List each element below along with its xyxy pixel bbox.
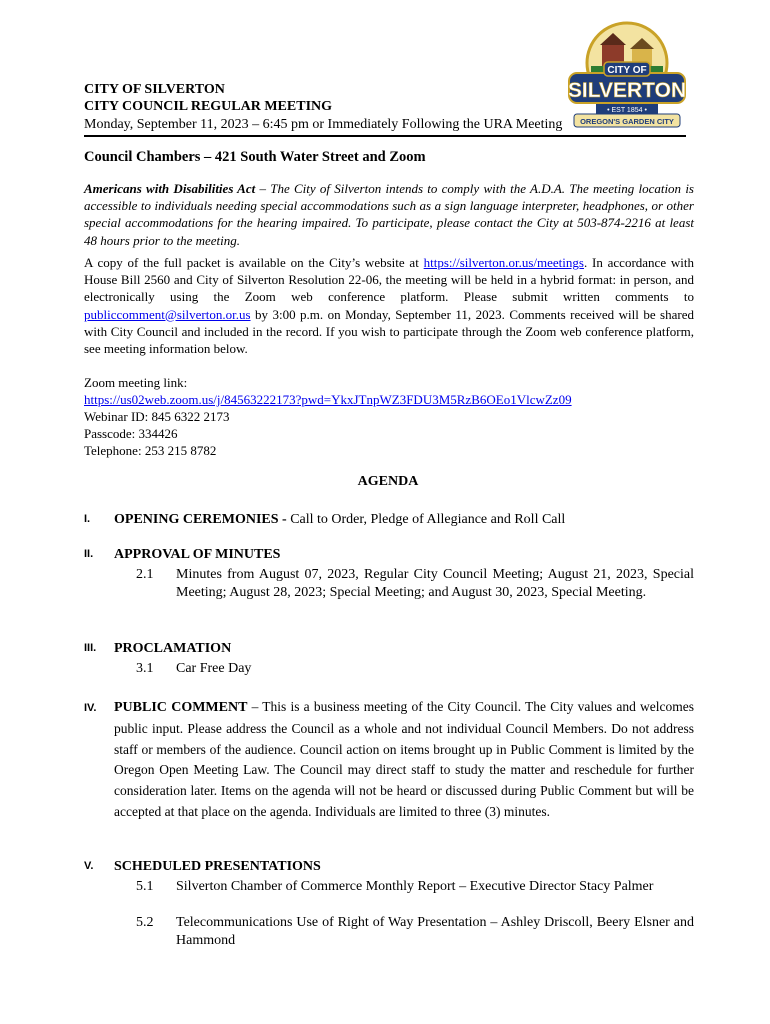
- packet-paragraph: [84, 254, 694, 357]
- logo-tagline: OREGON'S GARDEN CITY: [580, 117, 674, 126]
- item-text: Telecommunications Use of Right of Way Presentation – Ashley Driscoll, Beery Elsner and Hammond: [176, 915, 694, 948]
- header-meeting: CITY COUNCIL REGULAR MEETING: [84, 99, 333, 114]
- item-number: 2.1: [136, 567, 154, 582]
- section-desc: Call to Order, Pledge of Allegiance and Roll Call: [286, 512, 566, 527]
- header-city: CITY OF SILVERTON: [84, 82, 225, 97]
- agenda-title: AGENDA: [357, 474, 419, 489]
- section-title: SCHEDULED PRESENTATIONS: [114, 859, 321, 874]
- header-location: Council Chambers – 421 South Water Street and Zoom: [84, 149, 426, 165]
- section-number: II.: [84, 548, 94, 560]
- section-public-comment: [114, 697, 694, 823]
- comment-email-link[interactable]: publiccomment@silverton.or.us: [84, 306, 251, 322]
- section-title: APPROVAL OF MINUTES: [114, 547, 281, 562]
- logo-est: • EST 1854 •: [607, 107, 647, 114]
- packet-text-2: . In accordance with House Bill 2560 and City of Silverton Resolution 22-06, the meeting will be held in a hybrid format: in person, and electronically using the Zoom web conference platform. Please submit written comments to: [84, 255, 694, 305]
- packet-text-3: by 3:00 p.m. on Monday, September 11, 2023. Comments received will be shared with City Council and included in the record. If you wish to participate through the Zoom web conference platform, see meeting information below.: [84, 306, 694, 357]
- zoom-meeting-link[interactable]: https://us02web.zoom.us/j/84563222173?pwd=YkxJTnpWZ3FDU3M5RzB6OEo1VlcwZz09: [84, 392, 572, 407]
- logo-line1: CITY OF: [607, 65, 647, 76]
- section-title: PUBLIC COMMENT: [114, 700, 248, 715]
- item-text: Silverton Chamber of Commerce Monthly Report – Executive Director Stacy Palmer: [176, 879, 654, 894]
- item-number: 5.1: [136, 879, 154, 894]
- section-number: V.: [84, 860, 94, 872]
- ada-body: – The City of Silverton intends to comply with the A.D.A. The meeting location is accessible to individuals needing special accommodations such as a sign language interpreter, headphones, or other special accommodations for the hearing impaired. To participate, please contact the City at 503-874-2216 at least 48 hours prior to the meeting.: [84, 181, 694, 248]
- item-number: 5.2: [136, 915, 154, 930]
- section-title: PROCLAMATION: [114, 641, 232, 656]
- logo-line2: SILVERTON: [567, 79, 687, 102]
- section-number: I.: [84, 513, 91, 525]
- section-desc: – This is a business meeting of the City Council. The City values and welcomes public input. Please address the Council as a whole and not individual Council Members. Do not address staff or members of the audience. Council action on items brought up in Public Comment is limited by the Oregon Open Meeting Law. The Council may direct staff to study the matter and reschedule for further consideration later. Items on the agenda will not be heard or discussed during Public Comment but will be accepted at that place on the agenda. Individuals are limited to three (3) minutes.: [114, 699, 694, 819]
- packet-text-1: A copy of the full packet is available on the City’s website at: [84, 255, 424, 270]
- section-number: IV.: [84, 702, 97, 714]
- ada-lead: Americans with Disabilities Act: [84, 181, 256, 196]
- zoom-label: Zoom meeting link:: [84, 375, 188, 390]
- zoom-passcode: Passcode: 334426: [84, 426, 178, 441]
- section-title: OPENING CEREMONIES -: [114, 512, 287, 527]
- item-number: 3.1: [136, 661, 154, 676]
- zoom-telephone: Telephone: 253 215 8782: [84, 443, 217, 458]
- ada-notice: [84, 180, 694, 249]
- header-divider: [84, 135, 686, 137]
- item-text: Minutes from August 07, 2023, Regular City Council Meeting; August 21, 2023, Special Meeting; August 28, 2023; Special Meeting; and August 30, 2023, Special Meeting.: [176, 567, 694, 600]
- meetings-link[interactable]: https://silverton.or.us/meetings: [423, 255, 584, 270]
- item-text: Car Free Day: [176, 661, 252, 676]
- city-seal-logo: [566, 18, 688, 130]
- zoom-webinar-id: Webinar ID: 845 6322 2173: [84, 409, 230, 424]
- section-opening-ceremonies: [114, 511, 565, 528]
- header-date: Monday, September 11, 2023 – 6:45 pm or Immediately Following the URA Meeting: [84, 117, 563, 132]
- section-number: III.: [84, 642, 97, 654]
